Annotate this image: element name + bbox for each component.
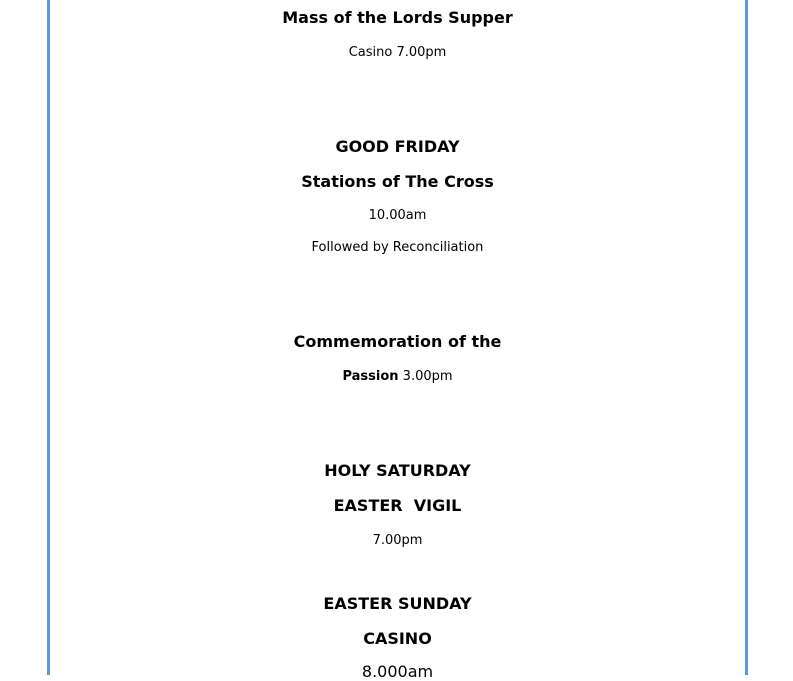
holy-thursday-time: Casino 7.00pm: [348, 45, 447, 60]
holy-saturday-heading: HOLY SATURDAY: [324, 461, 471, 480]
commemoration-heading: Commemoration of the: [293, 332, 502, 351]
easter-sunday-time: 8.000am: [361, 662, 434, 681]
passion-label: Passion: [342, 369, 399, 384]
easter-vigil-heading: EASTER VIGIL: [333, 496, 462, 515]
passion-time: 3.00pm: [402, 369, 453, 384]
document-page: [47, 0, 748, 681]
good-friday-heading: GOOD FRIDAY: [335, 137, 460, 156]
passion-line: [50, 370, 745, 383]
reconciliation-note: Followed by Reconciliation: [311, 240, 484, 255]
holy-thursday-service: Mass of the Lords Supper: [282, 8, 513, 27]
easter-sunday-heading: EASTER SUNDAY: [323, 594, 472, 613]
stations-time: 10.00am: [368, 208, 427, 223]
easter-sunday-location: CASINO: [363, 629, 432, 648]
stations-of-the-cross: Stations of The Cross: [301, 172, 494, 191]
easter-vigil-time: 7.00pm: [372, 533, 423, 548]
